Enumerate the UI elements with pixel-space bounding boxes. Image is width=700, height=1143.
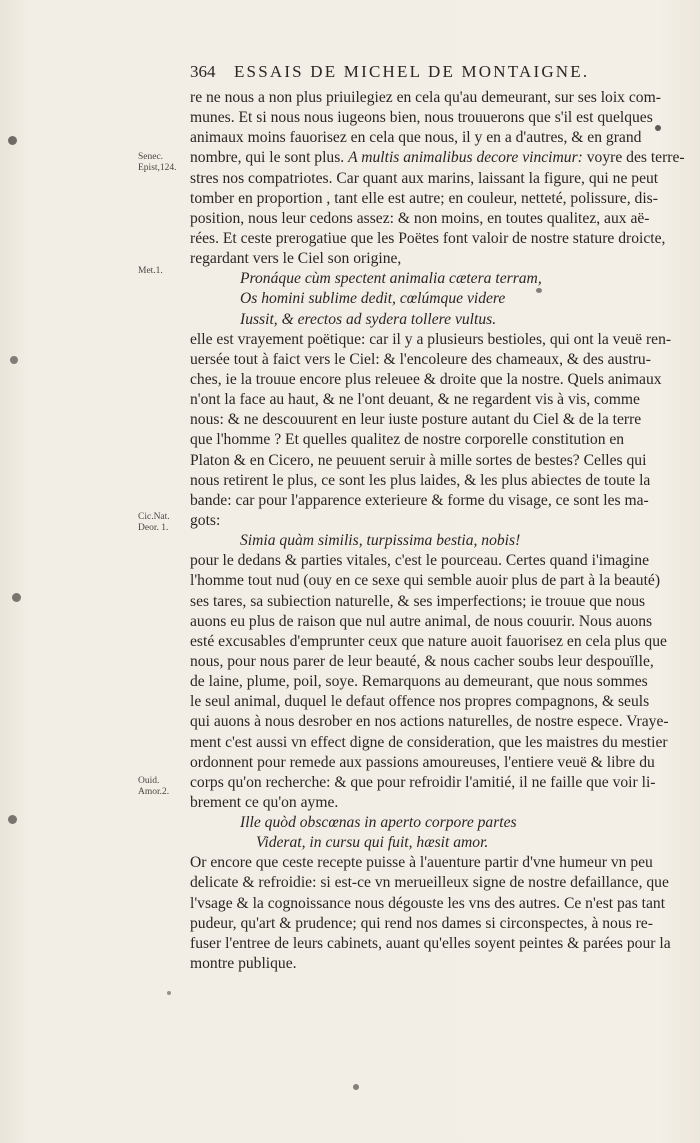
italic-quotation: A multis animalibus decore vincimur: xyxy=(348,149,583,167)
margin-note-line: Ouid. xyxy=(138,776,160,786)
margin-note-ovid-amor xyxy=(138,776,186,798)
verse-line xyxy=(190,833,670,853)
ink-spot xyxy=(536,288,542,293)
text-segment: tomber en proportion , tant elle est autre; en couleur, netteté, polissure, dis- xyxy=(190,189,658,207)
text-segment: voyre des terre- xyxy=(582,149,685,167)
margin-note-line: Epist,124. xyxy=(138,163,177,173)
text-segment: ches, ie la trouue encore plus releuee & droite que la nostre. Quels animaux xyxy=(190,370,662,388)
text-segment: corps qu'on recherche: & que pour refroidir l'amitié, il ne faille que voir li- xyxy=(190,773,656,791)
text-segment: brement ce qu'on ayme. xyxy=(190,793,339,811)
text-line xyxy=(190,692,670,712)
ink-spot xyxy=(655,125,661,131)
verse-line xyxy=(190,813,670,833)
body-text xyxy=(190,88,685,974)
text-line xyxy=(190,571,670,591)
text-segment: Simia quàm similis, turpissima bestia, nobis! xyxy=(240,532,521,550)
text-segment: ses tares, sa subiection naturelle, & ses imperfections; ie trouue que nous xyxy=(190,592,646,610)
margin-note-line: Senec. xyxy=(138,152,164,162)
text-line xyxy=(190,934,670,954)
text-segment: pour le dedans & parties vitales, c'est le pourceau. Certes quand i'imagine xyxy=(190,552,649,570)
text-segment: Iussit, & erectos ad sydera tollere vultus. xyxy=(240,310,497,328)
verse-line xyxy=(190,531,670,551)
text-segment: le seul animal, duquel le defaut offence nos propres compagnons, & seuls xyxy=(190,693,650,711)
text-segment: munes. Et si nous nous iugeons bien, nous trouuerons que s'il est quelques xyxy=(190,109,653,127)
text-line xyxy=(190,209,670,229)
text-segment: nous retirent le plus, ce sont les plus laides, & les plus abiectes de toute la xyxy=(190,471,651,489)
text-line xyxy=(190,773,670,793)
text-line xyxy=(190,410,670,430)
text-segment: nombre, qui le sont plus. xyxy=(190,149,349,167)
text-line xyxy=(190,954,670,974)
text-line xyxy=(190,390,670,410)
text-segment: re ne nous a non plus priuilegiez en cela qu'au demeurant, sur ses loix com- xyxy=(190,89,661,106)
text-line xyxy=(190,249,670,269)
text-line xyxy=(190,672,670,692)
text-segment: qui auons à nous desrober en nos actions naturelles, de nostre espece. Vraye- xyxy=(190,713,669,731)
text-line xyxy=(190,189,670,209)
text-line xyxy=(190,793,670,813)
text-line xyxy=(190,873,670,893)
text-segment: auons eu plus de raison que nul autre animal, de nous couurir. Nous auons xyxy=(190,612,653,630)
ink-spot xyxy=(8,136,17,145)
ink-spot xyxy=(8,815,17,824)
text-segment: n'ont la face au haut, & ne l'ont deuant, & ne regardent vis à vis, comme xyxy=(190,391,640,409)
italic-quotation: Viderat, in cursu qui fuit, hæsit amor. xyxy=(256,834,489,852)
text-segment: animaux moins fauorisez en cela que nous, il y en a d'autres, & en grand xyxy=(190,129,642,147)
text-line xyxy=(190,894,670,914)
text-segment: uersée tout à faict vers le Ciel: & l'encoleure des chameaux, & des austru- xyxy=(190,350,651,368)
text-segment: gots: xyxy=(190,511,221,529)
text-line xyxy=(190,451,670,471)
text-segment: nous: & ne descouurent en leur iuste posture autant du Ciel & de la terre xyxy=(190,411,642,429)
text-segment: ordonnent pour remede aux passions amoureuses, l'entiere veuë & libre du xyxy=(190,753,655,771)
text-line xyxy=(190,551,670,571)
text-segment: delicate & refroidie: si est-ce vn merueilleux signe de nostre defaillance, que xyxy=(190,874,669,892)
verse-line xyxy=(190,289,670,309)
text-line xyxy=(190,370,670,390)
margin-note-cicero xyxy=(138,512,186,534)
margin-note-line: Cic.Nat. xyxy=(138,512,170,522)
text-segment: de laine, plume, poil, soye. Remarquons au demeurant, que nous sommes xyxy=(190,673,648,691)
text-segment: Platon & en Cicero, ne peuuent seruir à mille sortes de bestes? Celles qui xyxy=(190,451,647,469)
text-segment: stres nos compatriotes. Car quant aux marins, laissant la figure, qui ne peut xyxy=(190,169,659,187)
text-segment: Ille quòd obscœnas in aperto corpore partes xyxy=(240,814,517,832)
margin-note-line: Met.1. xyxy=(138,266,163,276)
margin-note-line: Amor.2. xyxy=(138,787,170,797)
text-segment: que l'homme ? Et quelles qualitez de nostre corporelle constitution en xyxy=(190,431,625,449)
text-segment: montre publique. xyxy=(190,955,297,973)
running-title: ESSAIS DE MICHEL DE MONTAIGNE. xyxy=(233,62,590,81)
text-line xyxy=(190,914,670,934)
ink-spot xyxy=(353,1084,359,1090)
ink-spot xyxy=(12,593,21,602)
text-segment: esté excusables d'emprunter ceux que nature auoit fauorisez en cela plus que xyxy=(190,632,667,650)
text-segment: regardant vers le Ciel son origine, xyxy=(190,250,402,268)
text-segment: pudeur, qu'art & prudence; qui rend nos dames si circonspectes, à nous re- xyxy=(190,914,653,932)
text-line xyxy=(190,330,670,350)
text-line xyxy=(190,471,670,491)
margin-note-line: Deor. 1. xyxy=(138,523,169,533)
text-segment: Or encore que ceste recepte puisse à l'auenture partir d'vne humeur vn peu xyxy=(190,854,653,872)
margin-note-ovid-met xyxy=(138,266,186,277)
text-segment: elle est vrayement poëtique: car il y a plusieurs bestioles, qui ont la veuë ren- xyxy=(190,330,672,348)
text-line xyxy=(190,169,670,189)
text-line xyxy=(190,853,670,873)
text-line xyxy=(190,632,670,652)
text-line xyxy=(190,733,670,753)
text-segment: Pronáque cùm spectent animalia cætera terram, xyxy=(240,270,542,288)
text-line xyxy=(190,229,670,249)
text-line xyxy=(190,88,670,108)
text-line xyxy=(190,350,670,370)
text-line xyxy=(190,612,670,632)
running-header xyxy=(190,62,630,82)
text-line xyxy=(190,430,670,450)
text-line xyxy=(190,592,670,612)
text-line xyxy=(190,108,670,128)
text-line xyxy=(190,511,670,531)
text-line xyxy=(190,491,670,511)
text-segment: ment c'est aussi vn effect digne de consideration, que les maistres du mestier xyxy=(190,733,668,751)
verse-line xyxy=(190,269,670,289)
text-segment: fuser l'entree de leurs cabinets, auant qu'elles soyent peintes & parées pour la xyxy=(190,934,671,952)
text-segment: position, nous leur cedons assez: & non moins, en toutes qualitez, aux aë- xyxy=(190,209,650,227)
text-line xyxy=(190,652,670,672)
text-segment: nous, pour nous parer de leur beauté, & nous cacher soubs leur despouïlle, xyxy=(190,652,654,670)
ink-spot xyxy=(167,991,171,995)
page-number: 364 xyxy=(190,62,216,81)
margin-note-seneca xyxy=(138,152,186,174)
text-line xyxy=(190,148,685,168)
text-line xyxy=(190,753,670,773)
ink-spot xyxy=(10,356,18,364)
text-line xyxy=(190,128,670,148)
text-segment: Os homini sublime dedit, cœlúmque videre xyxy=(240,290,506,308)
text-segment: l'homme tout nud (ouy en ce sexe qui semble auoir plus de part à la beauté) xyxy=(190,572,661,590)
verse-line xyxy=(190,310,670,330)
text-segment: l'vsage & la cognoissance nous dégouste les vns des autres. Ce n'est pas tant xyxy=(190,894,666,912)
text-segment: bande: car pour l'apparence exterieure & forme du visage, ce sont les ma- xyxy=(190,491,649,509)
text-line xyxy=(190,712,670,732)
text-segment: rées. Et ceste prerogatiue que les Poëtes font valoir de nostre stature droicte, xyxy=(190,229,666,247)
